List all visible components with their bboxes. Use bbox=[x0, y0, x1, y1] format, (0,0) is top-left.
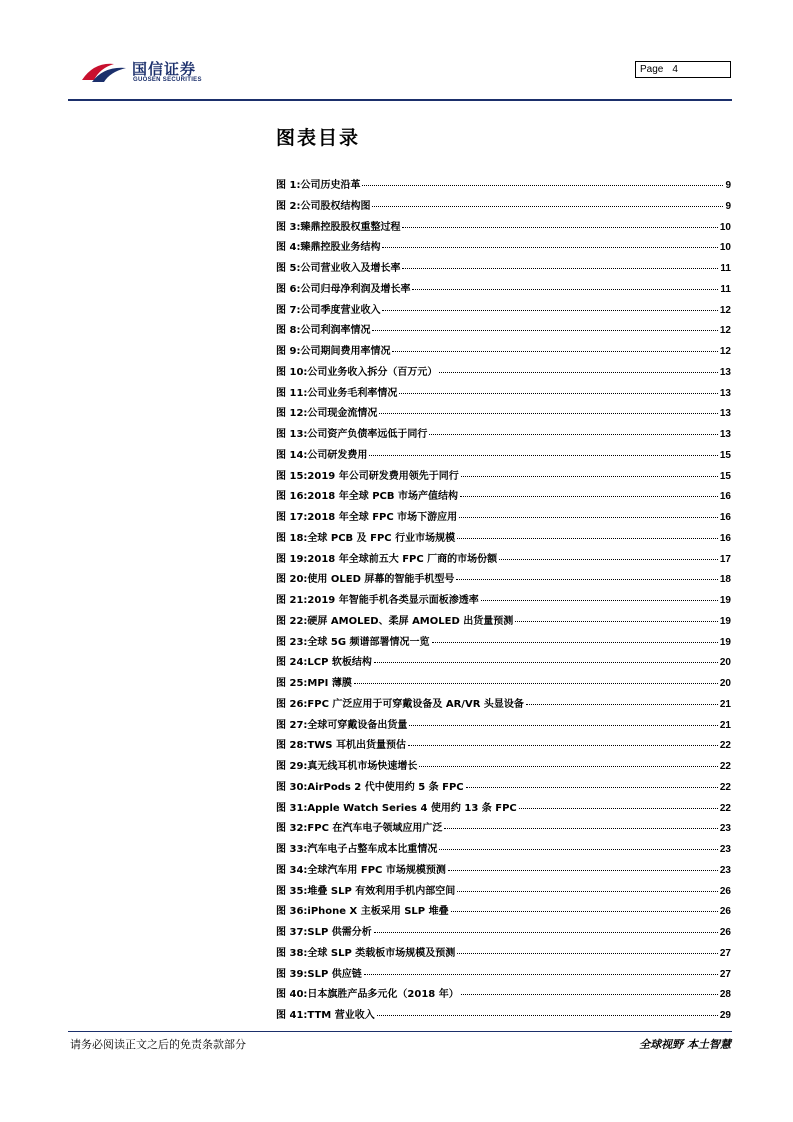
toc-leader-dots bbox=[374, 662, 718, 663]
toc-entry-title: 2019 年智能手机各类显示面板渗透率 bbox=[307, 595, 479, 606]
toc-leader-dots bbox=[374, 932, 718, 933]
toc-entry[interactable] bbox=[276, 487, 731, 508]
toc-entry-page: 27 bbox=[719, 947, 731, 959]
page-label: Page bbox=[640, 64, 664, 75]
toc-entry-label: 图 23: bbox=[276, 636, 308, 648]
toc-leader-dots bbox=[372, 330, 717, 331]
toc-entry-title: SLP 供需分析 bbox=[307, 927, 372, 938]
toc-entry-title: MPI 薄膜 bbox=[307, 678, 352, 689]
toc-entry-page: 15 bbox=[719, 449, 731, 461]
toc-entry-label: 图 29: bbox=[276, 761, 308, 772]
toc-leader-dots bbox=[466, 787, 718, 788]
toc-entry-page: 21 bbox=[719, 698, 731, 710]
toc-entry-label: 图 6: bbox=[276, 283, 301, 295]
toc-entry-label: 图 35: bbox=[276, 885, 308, 897]
toc-entry-label: 图 26: bbox=[276, 698, 308, 710]
toc-entry-page: 21 bbox=[719, 719, 731, 731]
toc-entry-label: 图 3: bbox=[276, 221, 301, 233]
toc-entry-title: 全球可穿戴设备出货量 bbox=[307, 719, 408, 731]
toc-entry[interactable] bbox=[276, 882, 731, 903]
toc-entry[interactable] bbox=[276, 529, 731, 550]
toc-leader-dots bbox=[409, 725, 717, 726]
toc-entry[interactable] bbox=[276, 695, 731, 716]
toc-entry-title: 2019 年公司研发费用领先于同行 bbox=[307, 470, 459, 482]
toc-entry-title: 2018 年全球 FPC 市场下游应用 bbox=[307, 512, 458, 523]
toc-entry-title: 臻鼎控股股权重整过程 bbox=[300, 221, 401, 233]
toc-entry-page: 12 bbox=[719, 346, 731, 357]
toc-entry[interactable] bbox=[276, 653, 731, 674]
toc-entry-title: AirPods 2 代中使用约 5 条 FPC bbox=[307, 781, 464, 793]
toc-entry[interactable] bbox=[276, 819, 731, 840]
toc-leader-dots bbox=[481, 600, 718, 601]
toc-entry-title: 硬屏 AMOLED、柔屏 AMOLED 出货量预测 bbox=[307, 615, 514, 627]
toc-entry-label: 图 34: bbox=[276, 864, 308, 876]
footer-divider bbox=[68, 1031, 732, 1032]
toc-entry-label: 图 17: bbox=[276, 512, 308, 523]
toc-entry[interactable] bbox=[276, 197, 731, 218]
company-logo bbox=[80, 56, 210, 88]
toc-leader-dots bbox=[419, 766, 717, 767]
toc-entry-title: 汽车电子占整车成本比重情况 bbox=[307, 844, 438, 855]
toc-entry-label: 图 2: bbox=[276, 200, 301, 212]
toc-entry-label: 图 12: bbox=[276, 408, 308, 420]
toc-entry-label: 图 24: bbox=[276, 657, 308, 669]
toc-entry-title: 堆叠 SLP 有效利用手机内部空间 bbox=[307, 885, 456, 897]
toc-entry-title: FPC 广泛应用于可穿戴设备及 AR/VR 头显设备 bbox=[307, 698, 524, 710]
toc-entry-title: 全球 SLP 类载板市场规模及预测 bbox=[307, 947, 456, 959]
toc-leader-dots bbox=[456, 579, 718, 580]
toc-title: 图表目录 bbox=[276, 127, 361, 149]
toc-entry-page: 11 bbox=[720, 283, 731, 295]
toc-leader-dots bbox=[379, 413, 717, 414]
toc-entry[interactable] bbox=[276, 736, 731, 757]
logo-chinese-name: 国信证券 bbox=[132, 60, 197, 78]
toc-entry-page: 26 bbox=[719, 906, 731, 918]
toc-entry-title: 2018 年全球 PCB 市场产值结构 bbox=[307, 491, 458, 503]
toc-entry[interactable] bbox=[276, 321, 731, 342]
toc-entry-title: 公司股权结构图 bbox=[300, 200, 371, 212]
toc-leader-dots bbox=[399, 393, 717, 394]
toc-entry[interactable] bbox=[276, 799, 731, 820]
toc-entry-page: 22 bbox=[719, 781, 731, 793]
toc-entry-title: 公司现金流情况 bbox=[307, 408, 378, 420]
toc-leader-dots bbox=[377, 1015, 718, 1016]
toc-entry-title: TTM 营业收入 bbox=[307, 1010, 375, 1021]
toc-entry-label: 图 15: bbox=[276, 470, 308, 482]
toc-entry-label: 图 4: bbox=[276, 242, 301, 254]
toc-entry-page: 13 bbox=[719, 429, 731, 440]
toc-entry-label: 图 22: bbox=[276, 615, 308, 627]
toc-entry[interactable] bbox=[276, 570, 731, 591]
toc-entry-title: 公司历史沿革 bbox=[300, 180, 361, 191]
toc-leader-dots bbox=[461, 994, 718, 995]
toc-entry[interactable] bbox=[276, 384, 731, 405]
toc-entry-label: 图 9: bbox=[276, 346, 301, 357]
toc-leader-dots bbox=[448, 870, 718, 871]
toc-entry-page: 16 bbox=[719, 491, 731, 503]
toc-entry[interactable] bbox=[276, 404, 731, 425]
toc-entry[interactable] bbox=[276, 363, 731, 384]
toc-entry-title: 公司营业收入及增长率 bbox=[300, 263, 401, 274]
toc-entry[interactable] bbox=[276, 176, 731, 197]
toc-entry-title: 全球 5G 频谱部署情况一览 bbox=[307, 636, 430, 648]
toc-entry[interactable] bbox=[276, 467, 731, 488]
toc-leader-dots bbox=[460, 496, 718, 497]
toc-entry[interactable] bbox=[276, 840, 731, 861]
toc-entry-label: 图 25: bbox=[276, 678, 308, 689]
toc-entry-label: 图 5: bbox=[276, 263, 301, 274]
page-indicator bbox=[635, 61, 731, 78]
toc-entry-title: 臻鼎控股业务结构 bbox=[300, 242, 381, 254]
toc-leader-dots bbox=[392, 351, 717, 352]
toc-entry-title: 公司归母净利润及增长率 bbox=[300, 283, 411, 295]
toc-entry-page: 23 bbox=[719, 823, 731, 835]
toc-leader-dots bbox=[499, 559, 718, 560]
toc-entry-page: 20 bbox=[719, 657, 731, 669]
toc-leader-dots bbox=[526, 704, 718, 705]
toc-entry-label: 图 37: bbox=[276, 927, 308, 938]
toc-entry-page: 10 bbox=[719, 221, 731, 233]
toc-entry[interactable] bbox=[276, 612, 731, 633]
toc-entry[interactable] bbox=[276, 985, 731, 1006]
toc-entry-title: FPC 在汽车电子领域应用广泛 bbox=[307, 823, 443, 835]
toc-leader-dots bbox=[451, 911, 718, 912]
toc-entry-page: 13 bbox=[719, 408, 731, 420]
toc-entry-page: 26 bbox=[719, 885, 731, 897]
toc-leader-dots bbox=[412, 289, 718, 290]
toc-leader-dots bbox=[372, 206, 723, 207]
toc-entry-page: 23 bbox=[719, 844, 731, 855]
toc-leader-dots bbox=[457, 953, 718, 954]
toc-entry[interactable] bbox=[276, 633, 731, 654]
toc-entry[interactable] bbox=[276, 674, 731, 695]
toc-entry-label: 图 40: bbox=[276, 989, 308, 1001]
toc-leader-dots bbox=[402, 268, 718, 269]
toc-entry-label: 图 14: bbox=[276, 449, 308, 461]
toc-entry[interactable] bbox=[276, 861, 731, 882]
toc-entry[interactable] bbox=[276, 965, 731, 986]
toc-entry-label: 图 38: bbox=[276, 947, 308, 959]
toc-entry-page: 19 bbox=[719, 636, 731, 648]
toc-entry-title: 日本旗胜产品多元化（2018 年） bbox=[307, 989, 459, 1001]
toc-leader-dots bbox=[439, 849, 717, 850]
toc-leader-dots bbox=[439, 372, 717, 373]
toc-entry-title: 公司利润率情况 bbox=[300, 325, 371, 337]
toc-leader-dots bbox=[362, 185, 723, 186]
toc-entry-label: 图 31: bbox=[276, 802, 308, 814]
toc-entry-label: 图 28: bbox=[276, 740, 308, 752]
toc-entry-title: Apple Watch Series 4 使用约 13 条 FPC bbox=[307, 802, 517, 814]
toc-entry-title: 公司期间费用率情况 bbox=[300, 346, 391, 357]
toc-entry-label: 图 27: bbox=[276, 719, 308, 731]
toc-entry-page: 27 bbox=[719, 968, 731, 980]
toc-entry-label: 图 39: bbox=[276, 968, 308, 980]
toc-entry[interactable] bbox=[276, 259, 731, 280]
toc-entry[interactable] bbox=[276, 425, 731, 446]
toc-entry[interactable] bbox=[276, 778, 731, 799]
toc-leader-dots bbox=[459, 517, 718, 518]
toc-entry-title: 使用 OLED 屏幕的智能手机型号 bbox=[307, 574, 455, 586]
toc-entry-title: 2018 年全球前五大 FPC 厂商的市场份额 bbox=[307, 553, 498, 565]
toc-entry-page: 19 bbox=[719, 595, 731, 606]
toc-leader-dots bbox=[444, 828, 717, 829]
toc-entry-page: 17 bbox=[719, 553, 731, 565]
toc-leader-dots bbox=[364, 974, 718, 975]
toc-entry-page: 29 bbox=[719, 1010, 731, 1021]
toc-entry[interactable] bbox=[276, 218, 731, 239]
toc-entry-page: 16 bbox=[719, 512, 731, 523]
toc-entry-label: 图 19: bbox=[276, 553, 308, 565]
toc-entry-page: 16 bbox=[719, 532, 731, 544]
toc-entry-label: 图 32: bbox=[276, 823, 308, 835]
toc-entry-title: 公司业务收入拆分（百万元） bbox=[307, 366, 438, 378]
toc-entry[interactable] bbox=[276, 923, 731, 944]
toc-leader-dots bbox=[369, 455, 717, 456]
toc-entry-page: 18 bbox=[719, 574, 731, 586]
toc-entry[interactable] bbox=[276, 1006, 731, 1027]
toc-leader-dots bbox=[515, 621, 718, 622]
toc-entry-title: iPhone X 主板采用 SLP 堆叠 bbox=[307, 906, 449, 918]
toc-entry[interactable] bbox=[276, 757, 731, 778]
toc-entry-page: 23 bbox=[719, 864, 731, 876]
toc-leader-dots bbox=[402, 227, 717, 228]
toc-entry-page: 13 bbox=[719, 366, 731, 378]
toc-entry-label: 图 20: bbox=[276, 574, 308, 586]
toc-entry-page: 12 bbox=[719, 325, 731, 337]
toc-entry-title: 公司季度营业收入 bbox=[300, 304, 381, 316]
toc-entry[interactable] bbox=[276, 902, 731, 923]
toc-entry-label: 图 21: bbox=[276, 595, 308, 606]
toc-entry-page: 12 bbox=[719, 304, 731, 316]
toc-entry-page: 19 bbox=[719, 615, 731, 627]
toc-entry-label: 图 8: bbox=[276, 325, 301, 337]
toc-entry-page: 22 bbox=[719, 740, 731, 752]
toc-leader-dots bbox=[457, 538, 718, 539]
toc-entry-label: 图 10: bbox=[276, 366, 308, 378]
toc-entry-label: 图 11: bbox=[276, 387, 308, 399]
toc-entry-label: 图 30: bbox=[276, 781, 308, 793]
footer-slogan: 全球视野 本土智慧 bbox=[639, 1038, 731, 1051]
header-divider bbox=[68, 99, 732, 101]
toc-leader-dots bbox=[457, 891, 718, 892]
toc-entry-page: 22 bbox=[719, 761, 731, 772]
logo-english-name: GUOSEN SECURITIES bbox=[133, 77, 202, 83]
toc-entry-page: 20 bbox=[719, 678, 731, 689]
toc-entry-page: 15 bbox=[719, 470, 731, 482]
toc-entry[interactable] bbox=[276, 301, 731, 322]
toc-entry[interactable] bbox=[276, 716, 731, 737]
toc-leader-dots bbox=[354, 683, 718, 684]
toc-entry-page: 11 bbox=[720, 263, 731, 274]
toc-entry-page: 10 bbox=[719, 242, 731, 254]
toc-entry-label: 图 33: bbox=[276, 844, 308, 855]
footer-disclaimer: 请务必阅读正文之后的免责条款部分 bbox=[70, 1038, 246, 1051]
toc-entry[interactable] bbox=[276, 446, 731, 467]
toc-entry[interactable] bbox=[276, 550, 731, 571]
toc-entry-page: 26 bbox=[719, 927, 731, 938]
toc-entry-page: 9 bbox=[725, 200, 731, 212]
logo-mark-icon bbox=[80, 58, 128, 84]
toc-leader-dots bbox=[408, 745, 718, 746]
toc-entry-page: 13 bbox=[719, 387, 731, 399]
toc-entry[interactable] bbox=[276, 508, 731, 529]
toc-entry-title: 全球汽车用 FPC 市场规模预测 bbox=[307, 864, 446, 876]
toc-leader-dots bbox=[432, 642, 718, 643]
toc-entry-title: 全球 PCB 及 FPC 行业市场规模 bbox=[307, 532, 456, 544]
toc-entry-label: 图 13: bbox=[276, 429, 308, 440]
toc-entry[interactable] bbox=[276, 944, 731, 965]
toc-entry[interactable] bbox=[276, 342, 731, 363]
toc-entry[interactable] bbox=[276, 238, 731, 259]
toc-entry-label: 图 36: bbox=[276, 906, 308, 918]
toc-leader-dots bbox=[429, 434, 717, 435]
toc-entry-label: 图 16: bbox=[276, 491, 308, 503]
toc-entry-page: 9 bbox=[725, 180, 731, 191]
toc-list bbox=[276, 176, 731, 1027]
toc-entry-title: 公司业务毛利率情况 bbox=[307, 387, 398, 399]
toc-entry-title: TWS 耳机出货量预估 bbox=[307, 740, 406, 752]
toc-entry-label: 图 18: bbox=[276, 532, 308, 544]
toc-leader-dots bbox=[461, 476, 718, 477]
toc-entry-title: 公司资产负债率远低于同行 bbox=[307, 429, 428, 440]
toc-leader-dots bbox=[382, 310, 717, 311]
toc-entry-label: 图 7: bbox=[276, 304, 301, 316]
toc-entry[interactable] bbox=[276, 280, 731, 301]
toc-entry-title: 公司研发费用 bbox=[307, 449, 368, 461]
toc-entry-title: SLP 供应链 bbox=[307, 968, 362, 980]
toc-entry-label: 图 41: bbox=[276, 1010, 308, 1021]
toc-entry-title: 真无线耳机市场快速增长 bbox=[307, 761, 418, 772]
toc-entry-page: 28 bbox=[719, 989, 731, 1001]
toc-entry-label: 图 1: bbox=[276, 180, 301, 191]
toc-entry[interactable] bbox=[276, 591, 731, 612]
toc-entry-title: LCP 软板结构 bbox=[307, 657, 372, 669]
toc-entry-page: 22 bbox=[719, 802, 731, 814]
toc-leader-dots bbox=[382, 247, 717, 248]
page-number: 4 bbox=[672, 64, 678, 75]
toc-leader-dots bbox=[519, 808, 718, 809]
